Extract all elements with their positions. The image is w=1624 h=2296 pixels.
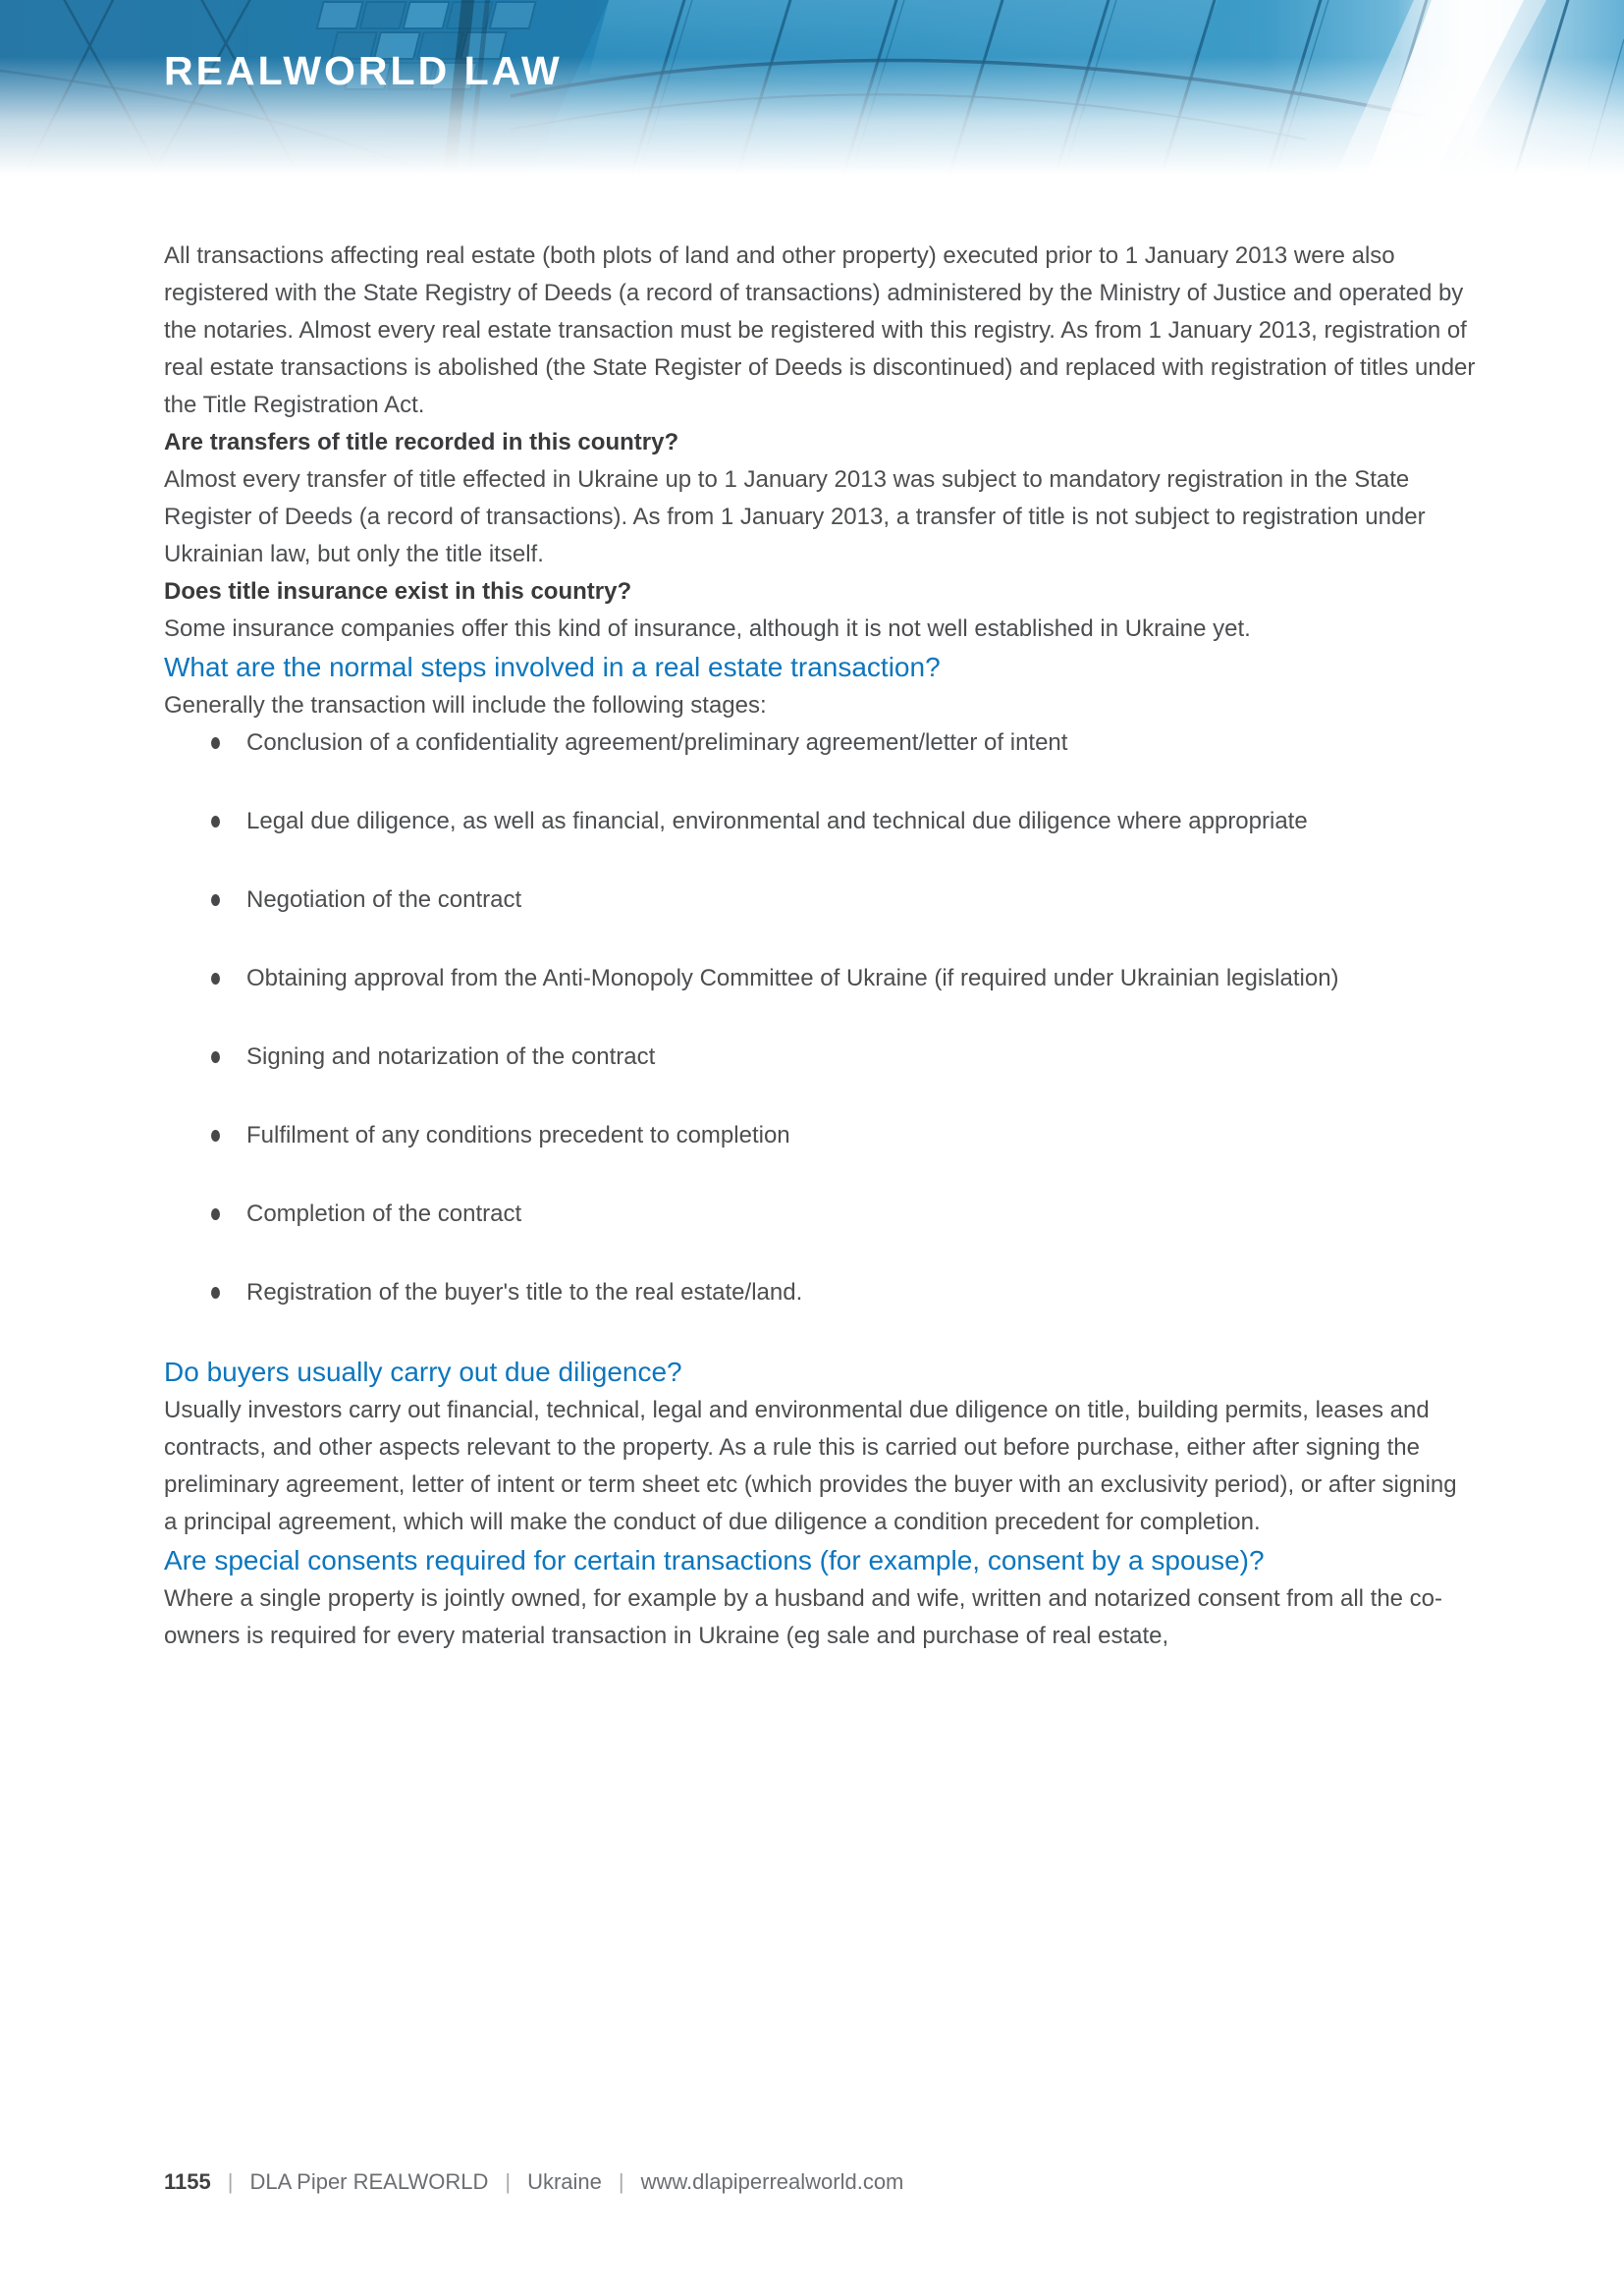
list-item-text: Obtaining approval from the Anti-Monopoly Committee of Ukraine (if required under Ukrainian legislation): [246, 965, 1339, 991]
list-item-text: Conclusion of a confidentiality agreement/preliminary agreement/letter of intent: [246, 729, 1068, 756]
bullet-icon: [211, 816, 220, 828]
list-item: [164, 803, 1476, 840]
list-item: [164, 960, 1476, 997]
paragraph-transfers-recorded: Almost every transfer of title effected in Ukraine up to 1 January 2013 was subject to mandatory registration in the State Register of Deeds (a record of transactions). As from 1 January 2013, a transfer of title is not subject to registration under Ukrainian law, but only the title itself.: [164, 466, 1426, 567]
list-item: [164, 1039, 1476, 1076]
list-item: [164, 1274, 1476, 1311]
heading-special-consents: Are special consents required for certain transactions (for example, consent by a spouse)?: [164, 1545, 1265, 1575]
page-header: [0, 0, 1624, 175]
paragraph-due-diligence: Usually investors carry out financial, technical, legal and environmental due diligence on title, building permits, leases and contracts, and other aspects relevant to the property. As a rule this is carried out before purchase, either after signing the preliminary agreement, letter of intent or term sheet etc (which provides the buyer with an exclusivity period), or after signing a principal agreement, which will make the conduct of due diligence a condition precedent for completion.: [164, 1397, 1457, 1535]
footer-website: www.dlapiperrealworld.com: [640, 2169, 904, 2194]
paragraph-title-insurance: Some insurance companies offer this kind of insurance, although it is not well established in Ukraine yet.: [164, 615, 1251, 642]
transaction-steps-list: [164, 724, 1476, 1311]
list-item-text: Fulfilment of any conditions precedent to completion: [246, 1122, 790, 1148]
footer-country: Ukraine: [527, 2169, 602, 2194]
heading-due-diligence: Do buyers usually carry out due diligence?: [164, 1357, 682, 1387]
bullet-icon: [211, 1287, 220, 1299]
page-number: 1155: [164, 2169, 211, 2194]
bullet-icon: [211, 1208, 220, 1220]
page-footer: [164, 2167, 1476, 2197]
paragraph-registry-intro: All transactions affecting real estate (both plots of land and other property) executed prior to 1 January 2013 were also registered with the State Registry of Deeds (a record of transactions) administered by the Ministry of Justice and operated by the notaries. Almost every real estate transaction must be registered with this registry. As from 1 January 2013, registration of real estate transactions is abolished (the State Register of Deeds is discontinued) and replaced with registration of titles under the Title Registration Act.: [164, 242, 1476, 418]
heading-title-insurance: Does title insurance exist in this country?: [164, 578, 632, 605]
heading-transfers-recorded: Are transfers of title recorded in this country?: [164, 429, 679, 455]
list-item: [164, 724, 1476, 762]
paragraph-steps-intro: Generally the transaction will include the following stages:: [164, 692, 767, 719]
list-item: [164, 1196, 1476, 1233]
bullet-icon: [211, 1130, 220, 1142]
paragraph-special-consents: Where a single property is jointly owned, for example by a husband and wife, written and notarized consent from all the co-owners is required for every material transaction in Ukraine (eg sale and purchase of real estate,: [164, 1585, 1443, 1649]
brand-title: REALWORLD LAW: [164, 48, 563, 93]
bullet-icon: [211, 1051, 220, 1063]
list-item-text: Completion of the contract: [246, 1201, 522, 1227]
list-item-text: Negotiation of the contract: [246, 886, 522, 913]
list-item-text: Signing and notarization of the contract: [246, 1043, 656, 1070]
footer-separator: |: [227, 2169, 234, 2194]
footer-separator: |: [618, 2169, 624, 2194]
bullet-icon: [211, 973, 220, 985]
article-content: [0, 175, 1624, 1655]
bullet-icon: [211, 894, 220, 906]
list-item-text: Registration of the buyer's title to the real estate/land.: [246, 1279, 803, 1306]
list-item: [164, 1117, 1476, 1154]
footer-separator: |: [505, 2169, 512, 2194]
list-item: [164, 881, 1476, 919]
heading-normal-steps: What are the normal steps involved in a real estate transaction?: [164, 652, 941, 682]
bullet-icon: [211, 737, 220, 749]
footer-brand: DLA Piper REALWORLD: [249, 2169, 489, 2194]
list-item-text: Legal due diligence, as well as financial, environmental and technical due diligence where appropriate: [246, 808, 1308, 834]
